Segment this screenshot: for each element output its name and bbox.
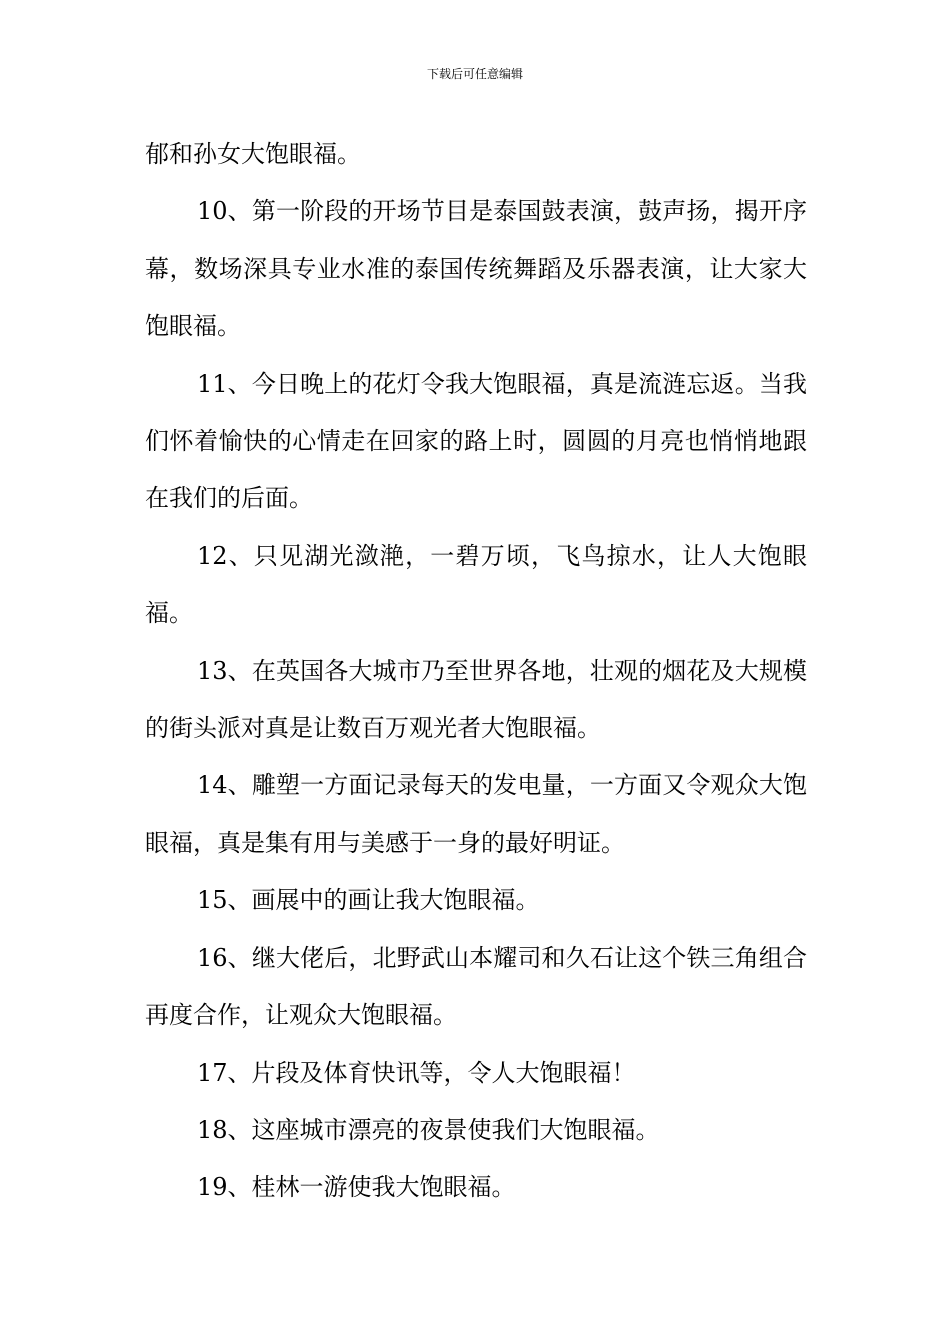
paragraph-item-11: 11、今日晚上的花灯令我大饱眼福，真是流涟忘返。当我们怀着愉快的心情走在回家的路上时，圆圆的月亮也悄悄地跟在我们的后面。 [145, 369, 807, 513]
paragraph-item-14: 14、雕塑一方面记录每天的发电量，一方面又令观众大饱眼福，真是集有用与美感于一身的最好明证。 [145, 771, 807, 857]
paragraph-item-18: 18、这座城市漂亮的夜景使我们大饱眼福。 [197, 1115, 660, 1144]
paragraph-item-10: 10、第一阶段的开场节目是泰国鼓表演，鼓声扬，揭开序幕，数场深具专业水准的泰国传统舞蹈及乐器表演，让大家大饱眼福。 [145, 197, 807, 341]
paragraph-item-12: 12、只见湖光潋滟，一碧万顷，飞鸟掠水，让人大饱眼福。 [145, 541, 807, 628]
paragraph-item-17: 17、片段及体育快讯等，令人大饱眼福！ [197, 1058, 636, 1087]
page-header: 下载后可任意编辑 [426, 67, 523, 81]
paragraph-item-13: 13、在英国各大城市乃至世界各地，壮观的烟花及大规模的街头派对真是让数百万观光者大饱眼福。 [145, 656, 807, 743]
paragraph-item-16: 16、继大佬后，北野武山本耀司和久石让这个铁三角组合再度合作，让观众大饱眼福。 [145, 943, 807, 1030]
paragraph-item-19: 19、桂林一游使我大饱眼福。 [197, 1173, 516, 1202]
paragraph-continuation: 郁和孙女大饱眼福。 [145, 140, 361, 168]
document-body [145, 126, 807, 1217]
paragraph-item-15: 15、画展中的画让我大饱眼福。 [197, 886, 540, 915]
